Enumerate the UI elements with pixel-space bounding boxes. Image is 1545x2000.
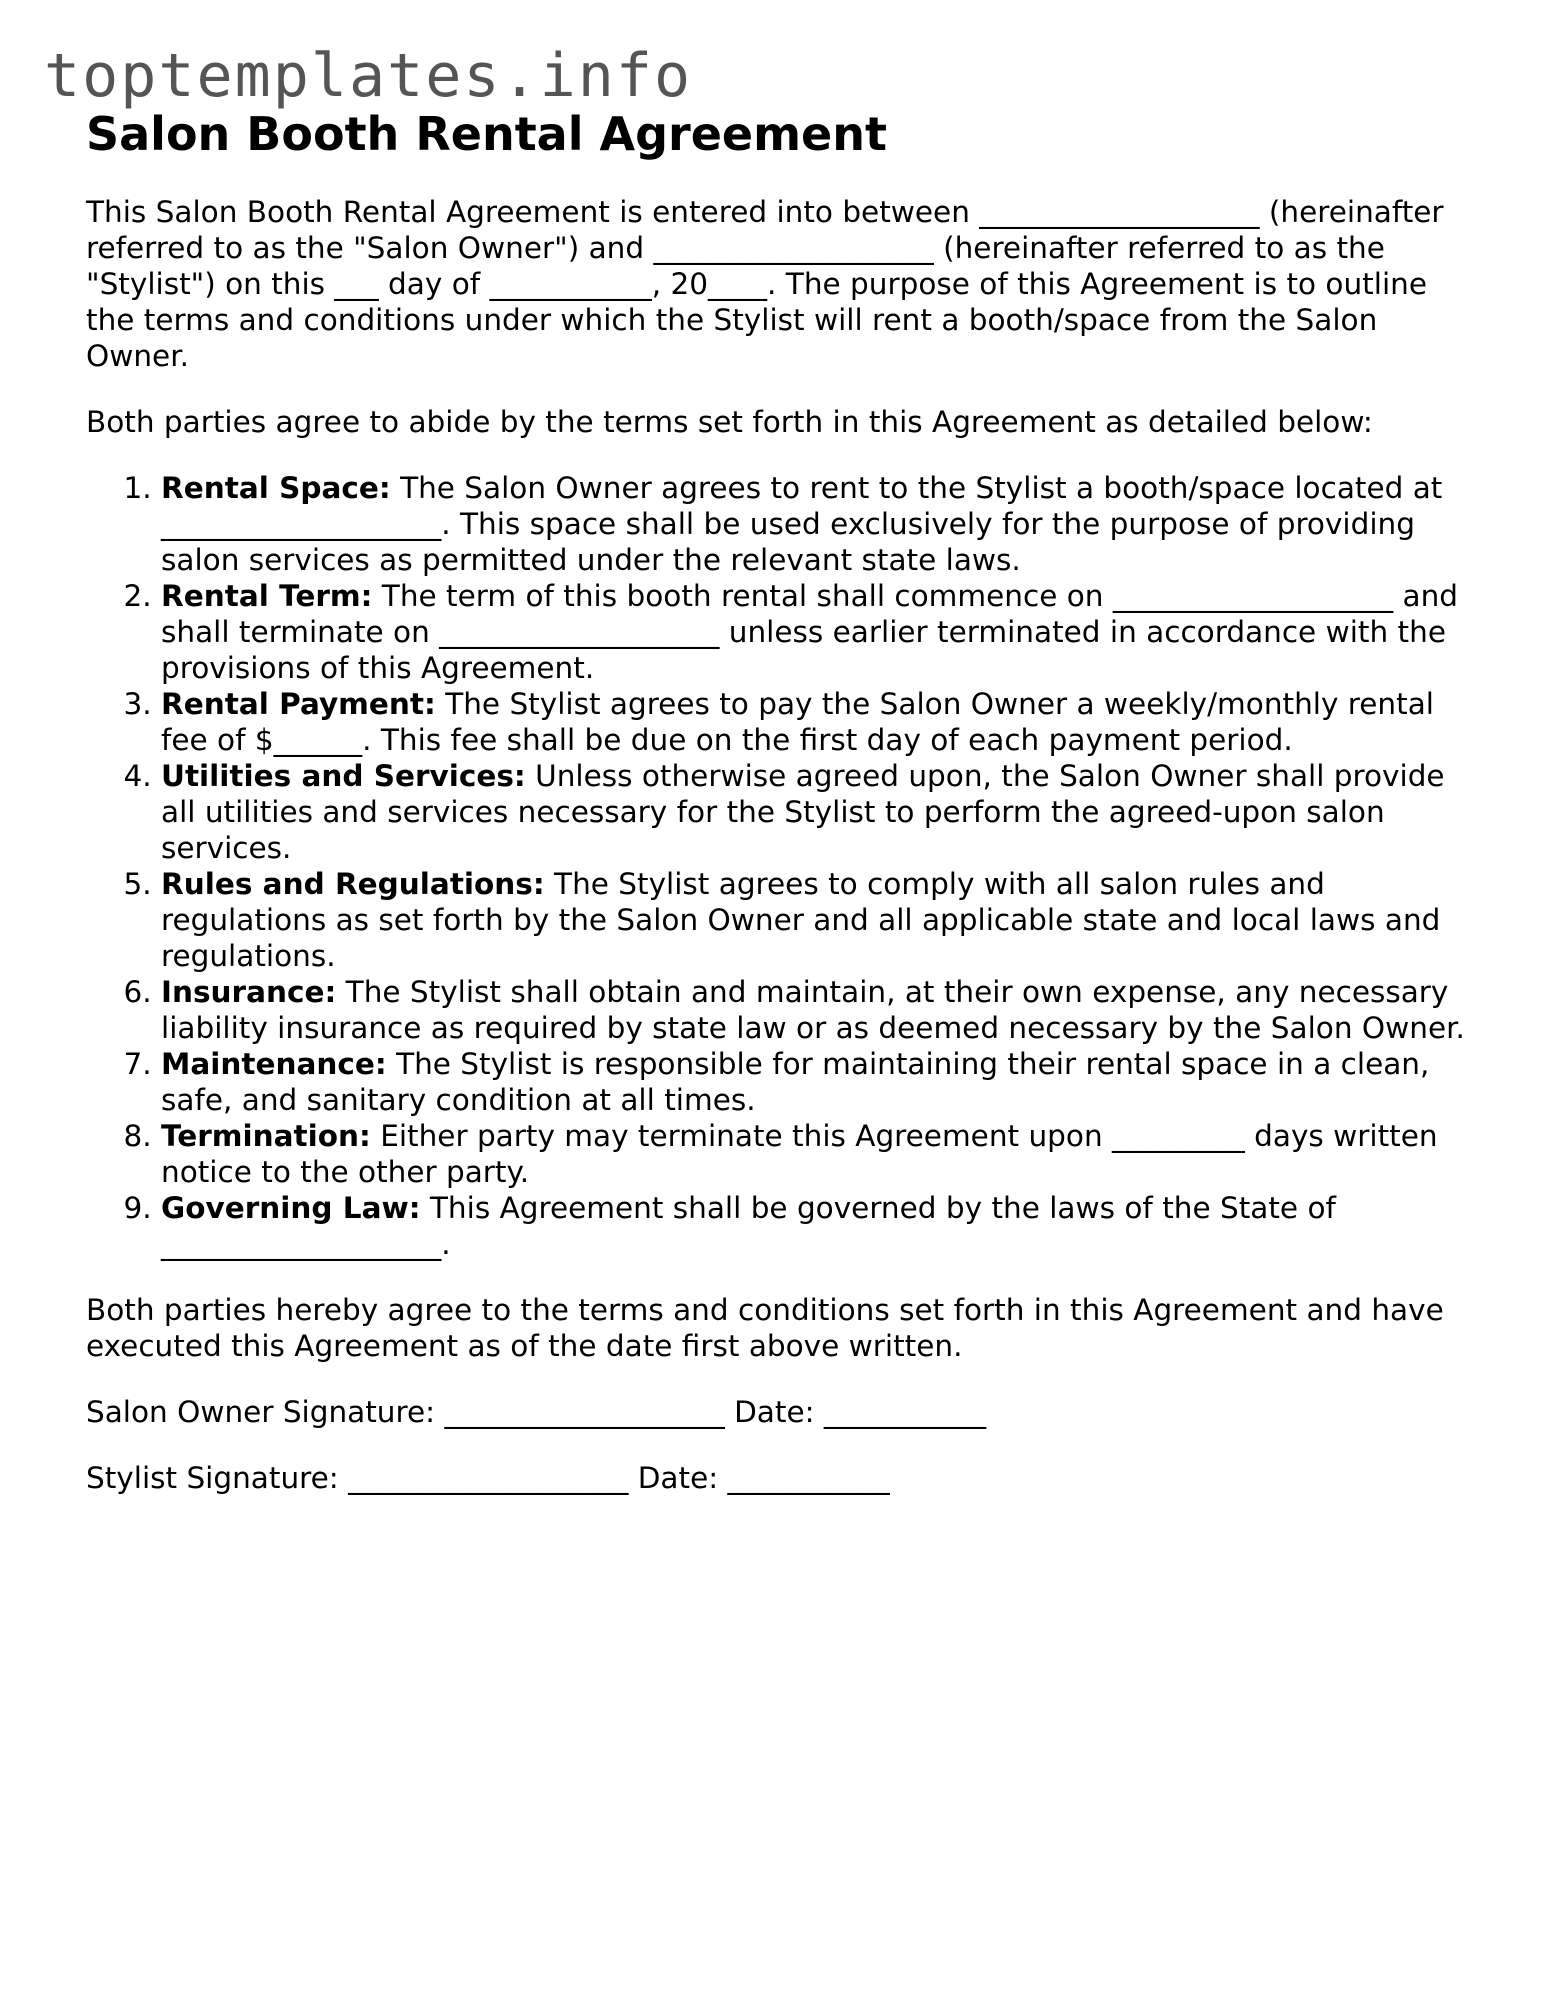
- term-text: Unless otherwise agreed upon, the Salon Owner shall provide all utilities and services necessary for the Stylist to perform the agreed-upon salon services.: [161, 759, 1445, 865]
- term-heading: Rental Payment:: [161, 687, 436, 721]
- term-heading: Utilities and Services:: [161, 759, 526, 793]
- term-text: The Salon Owner agrees to rent to the Stylist a booth/space located at ___________________. This space shall be used exclusively for the purpose of providing salon services as permitted under the relevant state laws.: [161, 471, 1443, 577]
- term-heading: Rental Term:: [161, 579, 373, 613]
- term-text: This Agreement shall be governed by the laws of the State of ___________________.: [161, 1191, 1336, 1261]
- page-title: Salon Booth Rental Agreement: [86, 107, 887, 161]
- term-heading: Insurance:: [161, 975, 337, 1009]
- term-heading: Rental Space:: [161, 471, 391, 505]
- term-item: [161, 1118, 1466, 1190]
- term-heading: Maintenance:: [161, 1047, 387, 1081]
- term-text: The term of this booth rental shall commence on ___________________ and shall terminate on ___________________ unless earlier terminated in accordance with the provisions of this Agreement.: [161, 579, 1459, 685]
- owner-signature-line: Salon Owner Signature: ___________________ Date: ___________: [86, 1395, 987, 1429]
- term-text: The Stylist agrees to comply with all salon rules and regulations as set forth by the Salon Owner and all applicable state and local laws and regulations.: [161, 867, 1441, 973]
- term-text: The Stylist shall obtain and maintain, at their own expense, any necessary liability insurance as required by state law or as deemed necessary by the Salon Owner.: [161, 975, 1465, 1045]
- term-text: Either party may terminate this Agreement upon _________ days written notice to the other party.: [161, 1119, 1438, 1189]
- terms-list: [86, 470, 1466, 1262]
- term-text: The Stylist is responsible for maintaining their rental space in a clean, safe, and sanitary condition at all times.: [161, 1047, 1430, 1117]
- term-item: [161, 974, 1466, 1046]
- intro-paragraph: This Salon Booth Rental Agreement is entered into between ___________________ (hereinafter referred to as the "Salon Owner") and ___________________ (hereinafter referred to as the "Stylist") on this ___ day of ___________, 20____. The purpose of this Agreement is to outline the terms and conditions under which the Stylist will rent a booth/space from the Salon Owner.: [86, 195, 1444, 373]
- stylist-signature-line: Stylist Signature: ___________________ Date: ___________: [86, 1461, 890, 1495]
- term-item: [161, 1190, 1466, 1262]
- watermark: toptemplates.info: [44, 41, 693, 111]
- closing-paragraph: Both parties hereby agree to the terms and conditions set forth in this Agreement and have executed this Agreement as of the date first above written.: [86, 1293, 1444, 1363]
- lead-paragraph: Both parties agree to abide by the terms set forth in this Agreement as detailed below:: [86, 405, 1373, 439]
- term-heading: Governing Law:: [161, 1191, 421, 1225]
- term-item: [161, 686, 1466, 758]
- term-heading: Rules and Regulations:: [161, 867, 545, 901]
- term-item: [161, 1046, 1466, 1118]
- term-item: [161, 758, 1466, 866]
- document-body: [86, 106, 1466, 1526]
- term-text: The Stylist agrees to pay the Salon Owner a weekly/monthly rental fee of $______. This fee shall be due on the first day of each payment period.: [161, 687, 1434, 757]
- term-item: [161, 866, 1466, 974]
- term-item: [161, 470, 1466, 578]
- term-item: [161, 578, 1466, 686]
- term-heading: Termination:: [161, 1119, 371, 1153]
